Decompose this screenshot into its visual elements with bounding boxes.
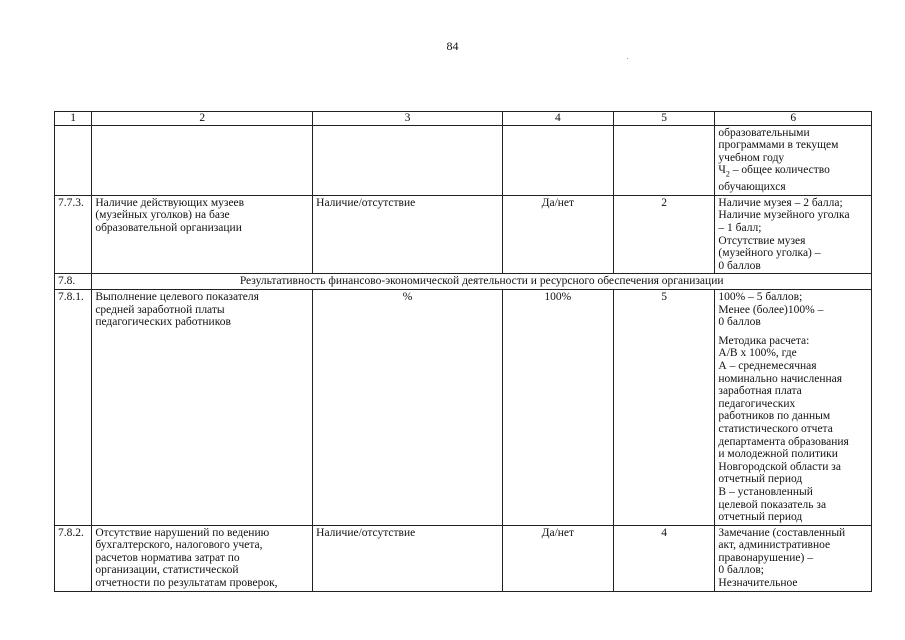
indicator-name: Наличие действующих музеев (музейных уголков) на базе образовательной организации <box>92 195 313 274</box>
table-row <box>55 290 872 526</box>
page-number: 84 <box>446 39 459 53</box>
scan-speck <box>627 58 628 59</box>
header-cell-4: 4 <box>502 112 613 126</box>
table-row <box>55 125 872 195</box>
criteria-line: обучающихся <box>718 181 786 194</box>
criteria-line: учебном году <box>718 151 785 164</box>
ch-symbol: Ч <box>718 164 726 177</box>
header-cell-6: 6 <box>715 112 872 126</box>
section-title: Результативность финансово-экономической деятельности и ресурсного обеспечения организации <box>92 274 872 290</box>
indicator-name: Отсутствие нарушений по ведению бухгалтерского, налогового учета, расчетов норматива затрат по организации, статистической отчетности по результатам проверок, <box>92 525 313 591</box>
header-cell-5: 5 <box>613 112 715 126</box>
table-row <box>55 195 872 274</box>
indicator-name <box>92 125 313 195</box>
indicator-type <box>313 125 503 195</box>
ch-subscript: 2 <box>725 169 730 179</box>
indicator-value: Да/нет <box>502 525 613 591</box>
indicator-type: Наличие/отсутствие <box>313 195 503 274</box>
indicator-type: Наличие/отсутствие <box>313 525 503 591</box>
section-row <box>55 274 872 290</box>
indicator-value <box>502 125 613 195</box>
row-number: 7.8. <box>55 274 92 290</box>
row-number: 7.8.2. <box>55 525 92 591</box>
row-number <box>55 125 92 195</box>
indicator-value: 100% <box>502 290 613 526</box>
ch-description: – общее количество <box>729 164 830 177</box>
criteria-table <box>54 111 872 592</box>
header-cell-1: 1 <box>55 112 92 126</box>
row-number: 7.8.1. <box>55 290 92 526</box>
criteria-cell: Замечание (составленный акт, административное правонарушение) – 0 баллов; Незначительное <box>715 525 872 591</box>
indicator-type: % <box>313 290 503 526</box>
indicator-score: 4 <box>613 525 715 591</box>
indicator-value: Да/нет <box>502 195 613 274</box>
criteria-line: образовательными <box>718 126 810 139</box>
table-row <box>55 525 872 591</box>
criteria-cell <box>715 125 872 195</box>
row-number: 7.7.3. <box>55 195 92 274</box>
criteria-line: программами в текущем <box>718 139 839 152</box>
criteria-line <box>718 164 868 181</box>
calculation-method: Методика расчета: А/В х 100%, где А – среднемесячная номинально начисленная заработная плата педагогических работников по данным статистического отчета департамента образования и молодежной политики Новгородской области за отчетный период В – установленный целевой показатель за отчетный период <box>718 334 849 524</box>
indicator-score: 2 <box>613 195 715 274</box>
indicator-name: Выполнение целевого показателя средней заработной платы педагогических работников <box>92 290 313 526</box>
header-cell-2: 2 <box>92 112 313 126</box>
indicator-score: 5 <box>613 290 715 526</box>
criteria-cell <box>715 290 872 526</box>
criteria-cell: Наличие музея – 2 балла; Наличие музейного уголка – 1 балл; Отсутствие музея (музейного уголка) – 0 баллов <box>715 195 872 274</box>
criteria-text: 100% – 5 баллов; Менее (более)100% – 0 баллов <box>718 291 824 329</box>
table-header-row <box>55 112 872 126</box>
header-cell-3: 3 <box>313 112 503 126</box>
indicator-score <box>613 125 715 195</box>
